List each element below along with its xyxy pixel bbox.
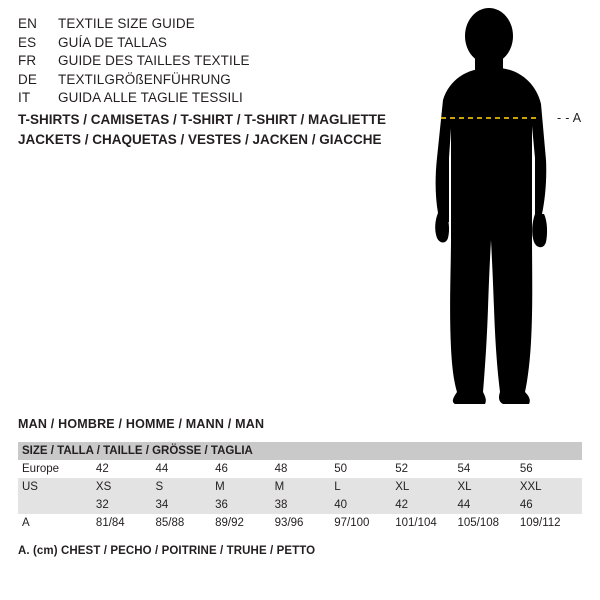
language-row xyxy=(18,34,388,53)
language-row xyxy=(18,71,388,90)
cell-value: 105/108 xyxy=(457,517,500,529)
cell-value: 52 xyxy=(395,463,408,475)
cell-value: 32 xyxy=(95,499,109,511)
table-row xyxy=(18,514,582,532)
cell-value: XS xyxy=(95,481,112,493)
cell-value: 54 xyxy=(457,463,471,475)
garment-categories xyxy=(18,110,418,150)
table-row xyxy=(18,496,582,514)
language-row xyxy=(18,89,388,108)
cell-value: 44 xyxy=(155,463,169,475)
cell-value: 48 xyxy=(274,463,288,475)
table-header-row xyxy=(18,442,582,460)
cell-value: 81/84 xyxy=(95,517,125,529)
measurement-footnote: A. (cm) CHEST / PECHO / POITRINE / TRUHE / PETTO xyxy=(18,545,316,557)
table-row xyxy=(18,460,582,478)
size-table xyxy=(18,442,582,532)
table-header-label: SIZE / TALLA / TAILLE / GRÖSSE / TAGLIA xyxy=(22,445,253,457)
cell-value: 38 xyxy=(274,499,288,511)
language-row xyxy=(18,15,388,34)
cell-value: 93/96 xyxy=(274,517,304,529)
row-label: A xyxy=(22,517,30,529)
cell-value: 89/92 xyxy=(215,517,244,529)
cell-value: 46 xyxy=(519,499,533,511)
cell-value: 46 xyxy=(215,463,228,475)
cell-value: XXL xyxy=(519,481,542,493)
silhouette-icon xyxy=(405,8,590,408)
cell-value: 40 xyxy=(334,499,348,511)
language-code: ES xyxy=(18,34,37,50)
row-label: US xyxy=(22,481,38,493)
row-label: Europe xyxy=(22,463,60,475)
measure-letter: A xyxy=(572,111,582,125)
language-title: GUIDA ALLE TAGLIE TESSILI xyxy=(58,90,243,105)
language-code: IT xyxy=(18,90,31,105)
language-title: TEXTILE SIZE GUIDE xyxy=(58,16,195,31)
garment-line-tshirts: T-SHIRTS / CAMISETAS / T-SHIRT / T-SHIRT / MAGLIETTE xyxy=(18,112,387,127)
language-row xyxy=(18,52,388,71)
cell-value: XL xyxy=(457,481,472,493)
table-row xyxy=(18,478,582,496)
table-title: MAN / HOMBRE / HOMME / MANN / MAN xyxy=(18,417,265,431)
cell-value: 36 xyxy=(215,499,228,511)
chest-measure-label xyxy=(557,111,581,125)
cell-value: M xyxy=(274,481,285,493)
language-code: DE xyxy=(18,71,37,87)
cell-value: XL xyxy=(395,481,410,493)
garment-line-jackets: JACKETS / CHAQUETAS / VESTES / JACKEN / GIACCHE xyxy=(18,132,382,147)
cell-value: 56 xyxy=(519,463,533,475)
cell-value: 101/104 xyxy=(395,517,437,529)
cell-value: 109/112 xyxy=(519,517,561,529)
row-label xyxy=(18,496,96,514)
cell-value: 34 xyxy=(155,499,169,511)
language-header-block xyxy=(18,15,388,108)
cell-value: L xyxy=(334,481,341,493)
cell-value: 50 xyxy=(334,463,348,475)
cell-value: 42 xyxy=(95,463,109,475)
cell-value: 97/100 xyxy=(334,517,370,529)
language-code: FR xyxy=(18,53,37,68)
cell-value: S xyxy=(155,481,164,493)
measure-dash: - - xyxy=(557,111,570,125)
cell-value: 42 xyxy=(395,499,408,511)
male-silhouette-figure xyxy=(405,8,590,408)
language-title: GUIDE DES TAILLES TEXTILE xyxy=(58,53,250,68)
language-code: EN xyxy=(18,16,37,31)
cell-value: 44 xyxy=(457,499,471,511)
language-title: GUÍA DE TALLAS xyxy=(58,34,167,50)
cell-value: M xyxy=(215,481,225,493)
cell-value: 85/88 xyxy=(155,517,185,529)
language-title: TEXTILGRÖßENFÜHRUNG xyxy=(58,71,231,87)
